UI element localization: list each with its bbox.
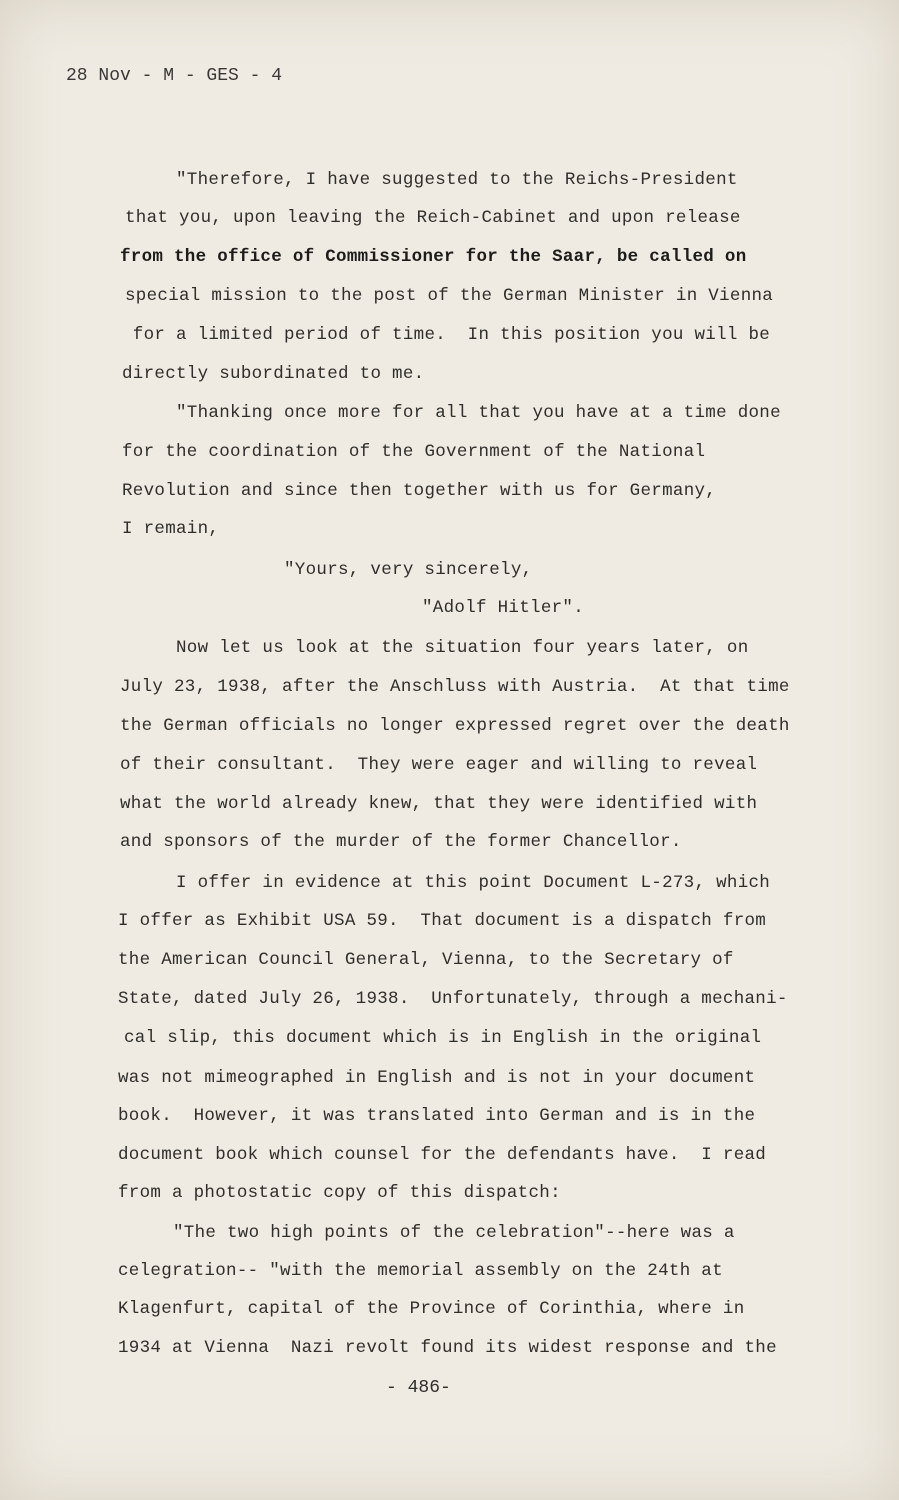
page-header: 28 Nov - M - GES - 4 [66, 66, 283, 86]
text-line: I offer in evidence at this point Document L-273, which [176, 873, 771, 893]
text-line: celegration-- "with the memorial assembly on the 24th at [118, 1261, 723, 1281]
text-line: cal slip, this document which is in English in the original [124, 1028, 762, 1048]
text-line: I remain, [122, 519, 220, 539]
text-line: from a photostatic copy of this dispatch: [118, 1183, 561, 1203]
text-line: July 23, 1938, after the Anschluss with Austria. At that time [120, 677, 790, 697]
text-line: what the world already knew, that they were identified with [120, 794, 758, 814]
text-line: of their consultant. They were eager and willing to reveal [120, 755, 758, 775]
text-line: and sponsors of the murder of the former Chancellor. [120, 832, 682, 852]
text-line: Klagenfurt, capital of the Province of Corinthia, where in [118, 1299, 745, 1319]
text-line: document book which counsel for the defendants have. I read [118, 1145, 767, 1165]
text-line: book. However, it was translated into German and is in the [118, 1106, 756, 1126]
text-line: directly subordinated to me. [122, 364, 425, 384]
text-line: that you, upon leaving the Reich-Cabinet and upon release [125, 208, 741, 228]
text-line: the American Council General, Vienna, to the Secretary of [118, 950, 734, 970]
text-line: I offer as Exhibit USA 59. That document is a dispatch from [118, 911, 767, 931]
text-line: "Yours, very sincerely, [284, 560, 533, 580]
text-line: "Therefore, I have suggested to the Reichs-President [176, 170, 738, 190]
text-line: "The two high points of the celebration"--here was a [173, 1223, 735, 1243]
text-line: special mission to the post of the German Minister in Vienna [125, 286, 774, 306]
text-line: the German officials no longer expressed regret over the death [120, 716, 790, 736]
text-line: for a limited period of time. In this position you will be [122, 325, 771, 345]
text-line: for the coordination of the Government of the National [122, 442, 706, 462]
text-line: 1934 at Vienna Nazi revolt found its widest response and the [118, 1338, 777, 1358]
text-line: from the office of Commissioner for the Saar, be called on [120, 247, 747, 267]
page-number: - 486- [386, 1378, 451, 1398]
text-line: was not mimeographed in English and is not in your document [118, 1068, 756, 1088]
text-line: "Thanking once more for all that you have at a time done [176, 403, 781, 423]
text-line: Now let us look at the situation four years later, on [176, 638, 749, 658]
text-line: State, dated July 26, 1938. Unfortunately, through a mechani- [118, 989, 788, 1009]
text-line: "Adolf Hitler". [422, 598, 585, 618]
text-line: Revolution and since then together with us for Germany, [122, 481, 717, 501]
